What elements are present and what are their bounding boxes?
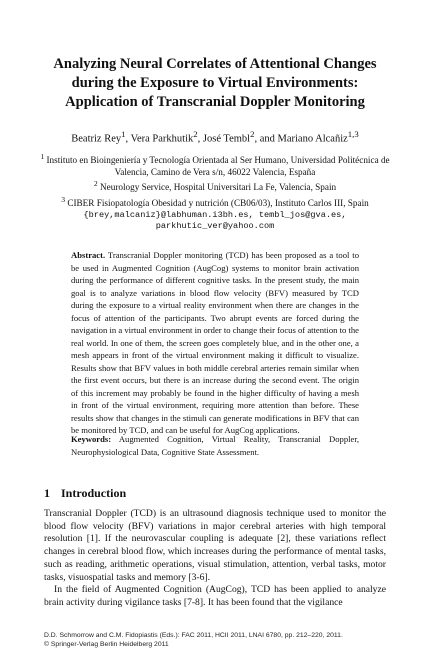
author-name: José Tembl: [202, 133, 251, 145]
keywords-text: Augmented Cognition, Virtual Reality, Transcranial Doppler, Neurophysiological Data, Cognitive State Assessment.: [71, 434, 359, 457]
affiliation-text: Valencia, Camino de Vera s/n, 46022 Valencia, España: [114, 166, 316, 177]
body-text: [44, 508, 386, 610]
title-line: during the Exposure to Virtual Environments:: [71, 75, 359, 91]
affiliation: [30, 194, 400, 210]
section-number: 1: [44, 486, 50, 500]
author-affiliation-mark: 1: [121, 129, 126, 139]
footer-line: D.D. Schmorrow and C.M. Fidopiastis (Eds.): FAC 2011, HCII 2011, LNAI 6780, pp. 212–220, 2011.: [44, 632, 343, 639]
affiliation: [30, 151, 400, 167]
author-separator: , and: [254, 133, 278, 145]
affiliation-text: CIBER Fisiopatología Obesidad y nutrición (CB06/03), Instituto Carlos III, Spain: [67, 197, 369, 208]
affiliation-mark: 3: [61, 194, 66, 204]
section-title: Introduction: [61, 486, 127, 500]
author-affiliation-mark: 2: [250, 129, 255, 139]
abstract-label: Abstract.: [71, 250, 106, 260]
affiliation: [30, 178, 400, 194]
email-line[interactable]: {brey,malcaniz}@labhuman.i3bh.es, tembl_jos@gva.es,: [83, 209, 347, 220]
abstract-text: Transcranial Doppler monitoring (TCD) has been proposed as a tool to be used in Augmented Cognition (AugCog) systems to monitor brain activation during the performance of different cognitive tasks. In the present study, the main goal is to analyze variations in blood flow velocity (BFV) measured by TCD during the exposure to a virtual reality environment when there are changes in the focus of attention of the participants. Two abrupt events are forced during the navigation in a virtual environment in order to change their focus of attention to the real world. In one of them, the screen goes completely blue, and in the other one, a mesh appears in front of the virtual environment making it difficult to visualize. Results show that BFV values in both middle cerebral arteries remain similar when the first event occurs, but there is an increase during the second event. The origin of this increment may probably be found in the higher difficulty of having a mesh in front of the virtual environment, requiring more attention than before. These results show that changes in the stimuli can generate modifications in BFV that can be monitored by TCD, and can be useful for AugCog applications.: [71, 250, 359, 435]
keywords-label: Keywords:: [71, 434, 112, 444]
author-separator: ,: [197, 133, 203, 145]
author-list: [20, 127, 410, 147]
paper-title: [30, 55, 400, 112]
affiliation-mark: 1: [40, 152, 45, 161]
page-footer: [44, 632, 404, 649]
author-affiliation-mark: 1,3: [347, 129, 359, 139]
author-name: Vera Parkhutik: [130, 133, 194, 145]
title-line: Analyzing Neural Correlates of Attentional Changes: [53, 56, 377, 72]
author-name: Mariano Alcañiz: [277, 133, 348, 145]
email-line[interactable]: parkhutic_ver@yahoo.com: [155, 221, 275, 232]
keywords: [71, 433, 359, 458]
affiliation-text: Instituto en Bioingeniería y Tecnología Orientada al Ser Humano, Universidad Politécnica de: [46, 155, 390, 166]
author-name: Beatriz Rey: [71, 133, 122, 145]
author-affiliation-mark: 2: [193, 129, 198, 139]
title-line: Application of Transcranial Doppler Monitoring: [65, 94, 365, 110]
abstract: [71, 249, 359, 437]
paragraph: In the field of Augmented Cognition (AugCog), TCD has been applied to analyze brain activity during vigilance tasks [7-8]. It has been found that the vigilance: [44, 584, 386, 608]
paragraph: Transcranial Doppler (TCD) is an ultrasound diagnosis technique used to monitor the blood flow velocity (BFV) variations in major cerebral arteries with high temporal resolution [1]. If the neurovascular coupling is adequate [2], these variations reflect changes in cerebral blood flow, which increases during the performance of mental tasks, such as reading, arithmetic operations, visual stimulation, attention, verbal tasks, motor tasks, visuospatial tasks and memory [3-6].: [44, 508, 386, 583]
section-heading: [44, 486, 126, 501]
author-separator: ,: [125, 133, 131, 145]
footer-line: © Springer-Verlag Berlin Heidelberg 2011: [44, 640, 169, 648]
affiliation-mark: 2: [93, 179, 98, 189]
affiliations: [30, 151, 400, 233]
affiliation-text: Neurology Service, Hospital Universitari La Fe, Valencia, Spain: [100, 182, 337, 193]
